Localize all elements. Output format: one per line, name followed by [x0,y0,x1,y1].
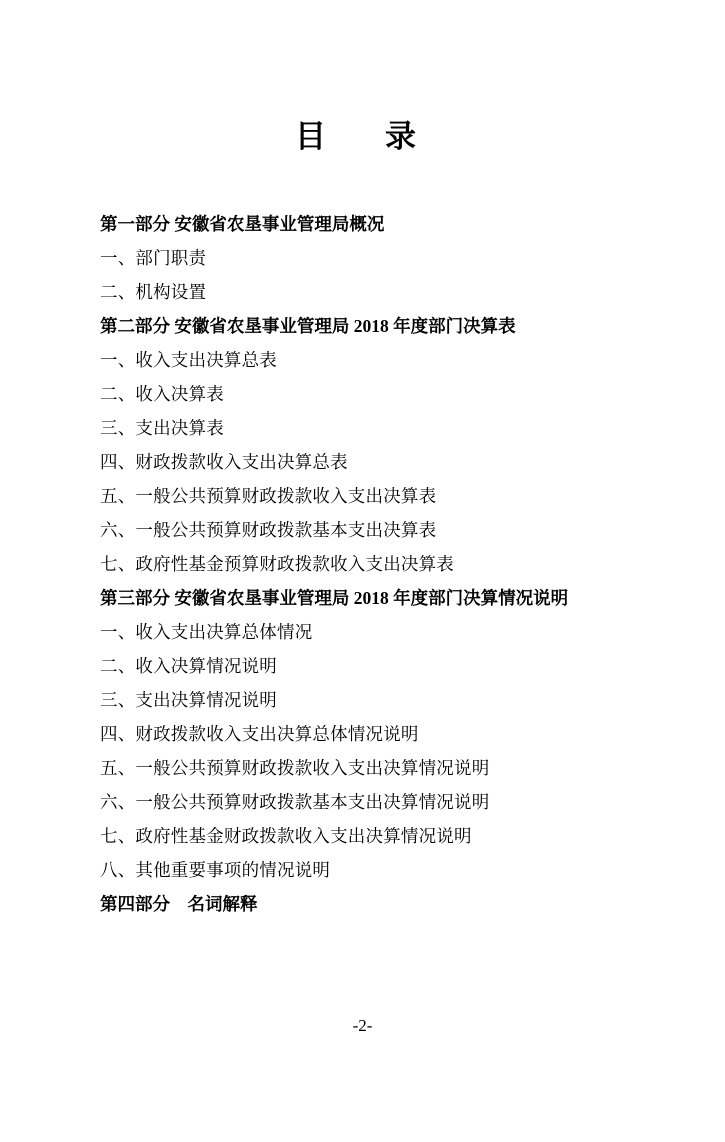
toc-part-heading[interactable]: 第四部分 名词解释 [100,894,258,915]
toc-item[interactable]: 一、收入支出决算总体情况 [100,622,313,643]
toc-item[interactable]: 五、一般公共预算财政拨款收入支出决算情况说明 [100,758,490,779]
toc-item[interactable]: 八、其他重要事项的情况说明 [100,860,331,881]
toc-item[interactable]: 七、政府性基金财政拨款收入支出决算情况说明 [100,826,472,847]
toc-item[interactable]: 六、一般公共预算财政拨款基本支出决算表 [100,520,437,541]
toc-part-heading[interactable]: 第三部分 安徽省农垦事业管理局 2018 年度部门决算情况说明 [100,588,569,609]
toc-item[interactable]: 一、部门职责 [100,248,207,269]
toc-item[interactable]: 二、收入决算情况说明 [100,656,277,677]
toc-item[interactable]: 七、政府性基金预算财政拨款收入支出决算表 [100,554,454,575]
page-number: -2- [352,1016,373,1035]
table-of-contents [100,207,625,921]
toc-item[interactable]: 六、一般公共预算财政拨款基本支出决算情况说明 [100,792,490,813]
toc-part-heading[interactable]: 第一部分 安徽省农垦事业管理局概况 [100,214,385,235]
toc-item[interactable]: 五、一般公共预算财政拨款收入支出决算表 [100,486,437,507]
toc-item[interactable]: 二、机构设置 [100,282,207,303]
toc-item[interactable]: 三、支出决算表 [100,418,224,439]
page-title: 目 录 [295,119,430,154]
toc-item[interactable]: 二、收入决算表 [100,384,224,405]
toc-item[interactable]: 一、收入支出决算总表 [100,350,277,371]
document-page [0,118,725,1142]
toc-item[interactable]: 三、支出决算情况说明 [100,690,277,711]
toc-item[interactable]: 四、财政拨款收入支出决算总表 [100,452,348,473]
toc-item[interactable]: 四、财政拨款收入支出决算总体情况说明 [100,724,419,745]
toc-part-heading[interactable]: 第二部分 安徽省农垦事业管理局 2018 年度部门决算表 [100,316,516,337]
